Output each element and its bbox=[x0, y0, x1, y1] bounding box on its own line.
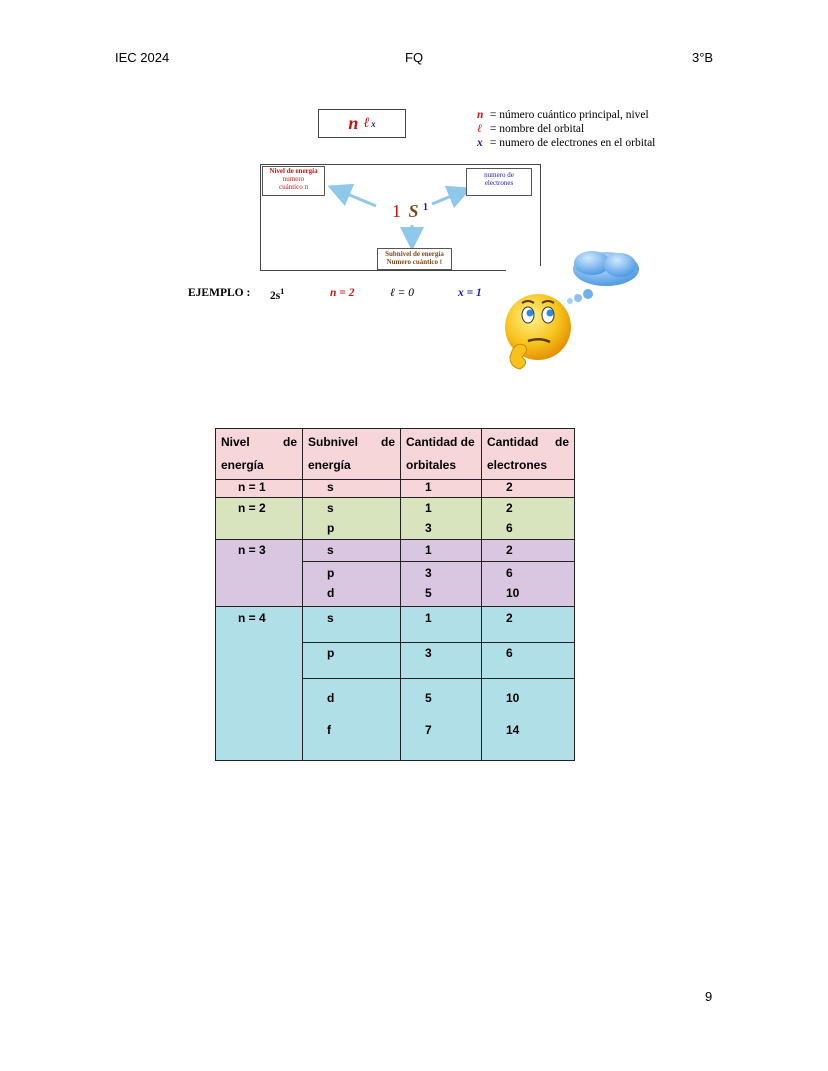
orb-n4-s: 1 bbox=[401, 607, 482, 643]
sub-n4-d: d bbox=[327, 691, 335, 705]
header-nivel bbox=[216, 429, 303, 480]
header-left: IEC 2024 bbox=[115, 50, 170, 65]
table-row bbox=[216, 540, 575, 562]
sub-n2-p: p bbox=[303, 518, 401, 540]
header-electrones-2: de bbox=[554, 435, 569, 449]
elec-n3-p: 6 bbox=[482, 562, 575, 584]
header-electrones bbox=[482, 429, 575, 480]
elec-n4-f: 14 bbox=[506, 723, 520, 737]
orb-n2-p: 3 bbox=[401, 518, 482, 540]
center-x: 1 bbox=[423, 202, 429, 213]
header-right: 3°B bbox=[692, 50, 714, 65]
example-n bbox=[330, 287, 354, 299]
legend-symbol-x: x bbox=[477, 137, 483, 149]
elec-n4-d: 10 bbox=[506, 691, 520, 705]
example-config-sup: 1 bbox=[280, 287, 285, 296]
sub-n4-df bbox=[303, 679, 401, 761]
orb-n4-d: 5 bbox=[425, 691, 432, 705]
example-config bbox=[270, 287, 284, 302]
elec-n3-s: 2 bbox=[482, 540, 575, 562]
elec-n1-s: 2 bbox=[482, 480, 575, 498]
notation-l: ℓ bbox=[363, 115, 370, 131]
header-center: FQ bbox=[405, 50, 424, 65]
example-n-text: n = 2 bbox=[330, 287, 355, 299]
label-electron-count bbox=[466, 168, 532, 196]
orb-n4-f: 7 bbox=[425, 723, 432, 737]
sub-n4-s: s bbox=[303, 607, 401, 643]
orbital-table bbox=[215, 428, 575, 761]
page-number: 9 bbox=[705, 989, 713, 1004]
arrow-left bbox=[333, 188, 376, 206]
sub-n4-p: p bbox=[303, 643, 401, 679]
legend-text-n: = número cuántico principal, nivel bbox=[489, 109, 649, 121]
example-config-text: 2s bbox=[270, 289, 281, 302]
sub-n3-p: p bbox=[303, 562, 401, 584]
sub-n3-s: s bbox=[303, 540, 401, 562]
header-subnivel-2: de bbox=[380, 435, 395, 449]
label-energy-level-line3: cuántico n bbox=[279, 183, 308, 191]
notation-x: x bbox=[371, 118, 376, 129]
thinking-emoji-icon bbox=[500, 245, 650, 380]
header-subnivel bbox=[303, 429, 401, 480]
table-row bbox=[216, 480, 575, 498]
elec-n4-s: 2 bbox=[482, 607, 575, 643]
orb-n3-d: 5 bbox=[401, 583, 482, 607]
center-l: S bbox=[408, 201, 419, 221]
orb-n4-df bbox=[401, 679, 482, 761]
sub-n2-s: s bbox=[303, 498, 401, 519]
table-row bbox=[216, 607, 575, 643]
header-nivel-1: Nivel bbox=[221, 435, 250, 449]
elec-n2-p: 6 bbox=[482, 518, 575, 540]
label-electron-count-line1: numero de bbox=[484, 171, 514, 179]
notation-n: n bbox=[348, 113, 359, 133]
thought-cloud-icon bbox=[567, 251, 639, 304]
label-sublevel-line2: Numero cuántico ℓ bbox=[386, 258, 443, 266]
center-n: 1 bbox=[392, 201, 401, 221]
arrow-right bbox=[432, 190, 466, 204]
elec-n3-d: 10 bbox=[482, 583, 575, 607]
orb-n3-p: 3 bbox=[401, 562, 482, 584]
table-row bbox=[216, 498, 575, 519]
example-l bbox=[390, 287, 414, 299]
level-n1: n = 1 bbox=[216, 480, 303, 498]
header-subnivel-3: energía bbox=[308, 458, 351, 472]
elec-n4-df bbox=[482, 679, 575, 761]
example-x-text: x = 1 bbox=[458, 287, 482, 299]
header-orbitales bbox=[401, 429, 482, 480]
orb-n3-s: 1 bbox=[401, 540, 482, 562]
legend-text-l: = nombre del orbital bbox=[489, 123, 585, 135]
legend-text-x: = numero de electrones en el orbital bbox=[489, 137, 656, 149]
sub-n4-f: f bbox=[327, 723, 331, 737]
example-label: EJEMPLO : bbox=[188, 287, 251, 299]
header-orbitales-2: orbitales bbox=[406, 458, 457, 472]
label-energy-level-line1: Nivel de energía bbox=[269, 167, 318, 175]
label-energy-level-line2: numero bbox=[282, 175, 305, 183]
level-n3: n = 3 bbox=[216, 540, 303, 607]
elec-n2-s: 2 bbox=[482, 498, 575, 519]
legend-symbol-n: n bbox=[477, 109, 484, 121]
header-subnivel-1: Subnivel bbox=[308, 435, 359, 449]
example-l-text: ℓ = 0 bbox=[390, 287, 415, 299]
elec-n4-p: 6 bbox=[482, 643, 575, 679]
label-sublevel bbox=[377, 248, 452, 270]
legend-symbol-l: ℓ bbox=[477, 123, 482, 135]
header-electrones-3: electrones bbox=[487, 458, 548, 472]
level-n4: n = 4 bbox=[216, 607, 303, 761]
orb-n2-s: 1 bbox=[401, 498, 482, 519]
config-center bbox=[392, 201, 428, 222]
sub-n3-d: d bbox=[303, 583, 401, 607]
level-n2: n = 2 bbox=[216, 498, 303, 540]
header-orbitales-1: Cantidad de bbox=[406, 435, 475, 449]
sub-n1-s: s bbox=[303, 480, 401, 498]
orb-n1-s: 1 bbox=[401, 480, 482, 498]
label-energy-level bbox=[262, 166, 325, 196]
header-nivel-2: de bbox=[282, 435, 297, 449]
header-electrones-1: Cantidad bbox=[487, 435, 539, 449]
label-electron-count-line2: electrones bbox=[484, 179, 514, 187]
header-nivel-3: energía bbox=[221, 458, 264, 472]
label-sublevel-line1: Subnivel de energía bbox=[385, 250, 444, 258]
example-x bbox=[458, 287, 482, 299]
orb-n4-p: 3 bbox=[401, 643, 482, 679]
